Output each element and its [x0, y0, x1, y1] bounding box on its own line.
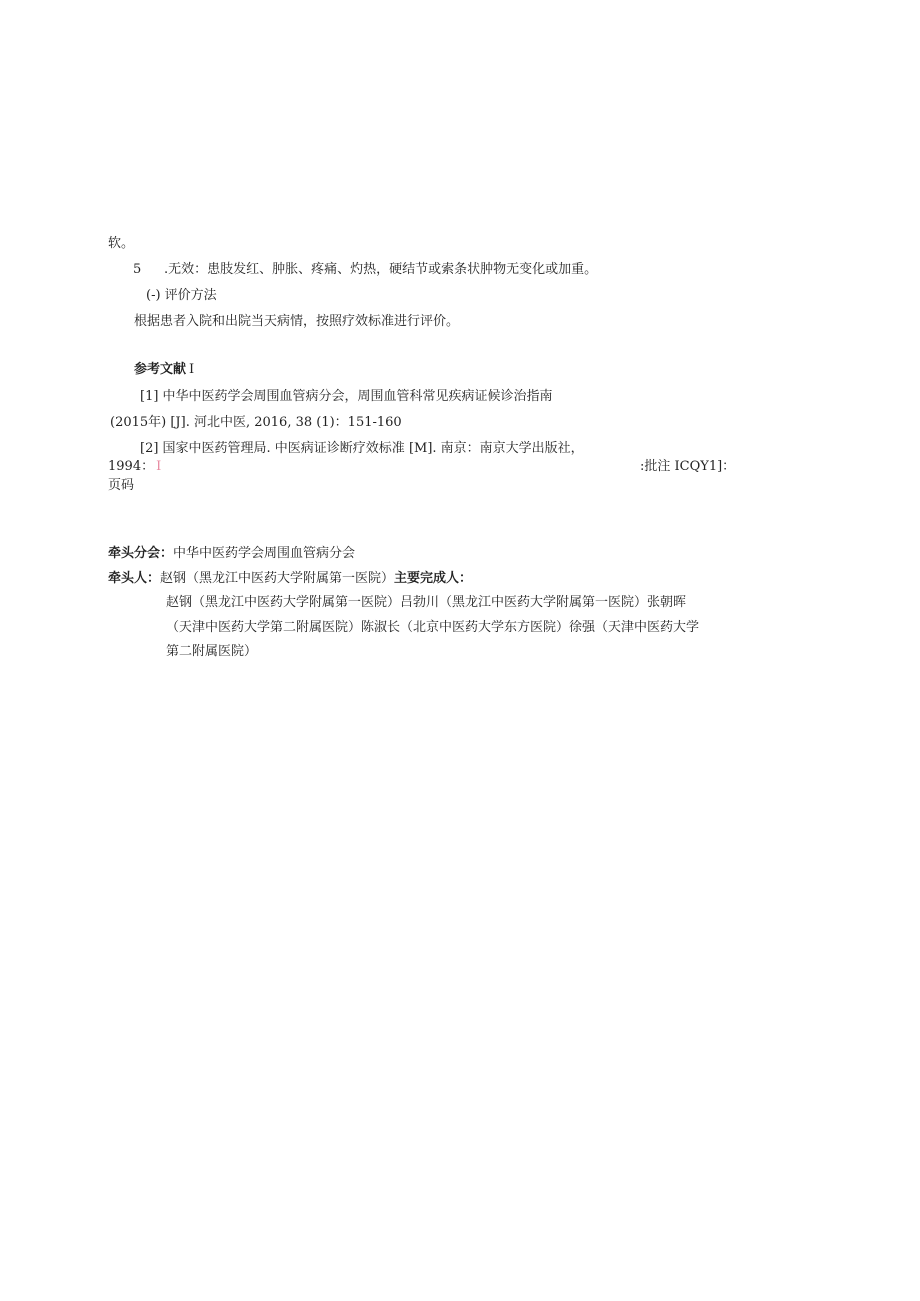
section-heading-evaluation: (-) 评价方法 — [146, 288, 217, 303]
references-heading-row — [134, 362, 194, 378]
people-line-1: 赵钢（黑龙江中医药大学附属第一医院）吕勃川（黑龙江中医药大学附属第一医院）张朝晖 — [166, 595, 687, 610]
text-line-soft: 软。 — [108, 236, 135, 251]
item-5-number: 5 — [133, 262, 142, 277]
lead-branch-label: 牵头分会： — [108, 546, 174, 561]
reference-2-year: 1994： — [108, 459, 155, 474]
evaluation-text: 根据患者入院和出院当天病情，按照疗效标准进行评价。 — [134, 314, 460, 329]
lead-person-label: 牵头人： — [108, 571, 161, 586]
reference-1-line-2: (2015年) [J]. 河北中医, 2016, 38 (1)：151-160 — [110, 415, 402, 430]
people-line-2: （天津中医药大学第二附属医院）陈淑长（北京中医药大学东方医院）徐强（天津中医药大学 — [166, 620, 700, 635]
comment-annotation[interactable]: :批注 ICQY1]： — [640, 459, 736, 474]
item-5-text: .无效：患肢发红、肿胀、疼痛、灼热，硬结节或索条状肿物无变化或加重。 — [164, 262, 598, 277]
lead-person-row — [108, 571, 472, 587]
main-people-label: 主要完成人： — [394, 571, 473, 586]
reference-1-line-1: [1] 中华中医药学会周围血管病分会，周围血管科常见疾病证候诊治指南 — [140, 389, 553, 404]
lead-person-value: 赵钢（黑龙江中医药大学附属第一医院） — [160, 571, 395, 586]
reference-2-mark: I — [156, 459, 162, 474]
page-code-label: 页码 — [108, 478, 135, 493]
people-line-3: 第二附属医院） — [166, 644, 258, 659]
reference-2-line-1: [2] 国家中医药管理局. 中医病证诊断疗效标准 [M]. 南京：南京大学出版社， — [140, 441, 584, 456]
references-heading: 参考文献 — [134, 362, 187, 377]
lead-branch-row — [108, 546, 355, 562]
references-heading-mark: I — [189, 362, 195, 377]
lead-branch-value: 中华中医药学会周围血管病分会 — [173, 546, 356, 561]
reference-2-year-row — [108, 459, 161, 475]
